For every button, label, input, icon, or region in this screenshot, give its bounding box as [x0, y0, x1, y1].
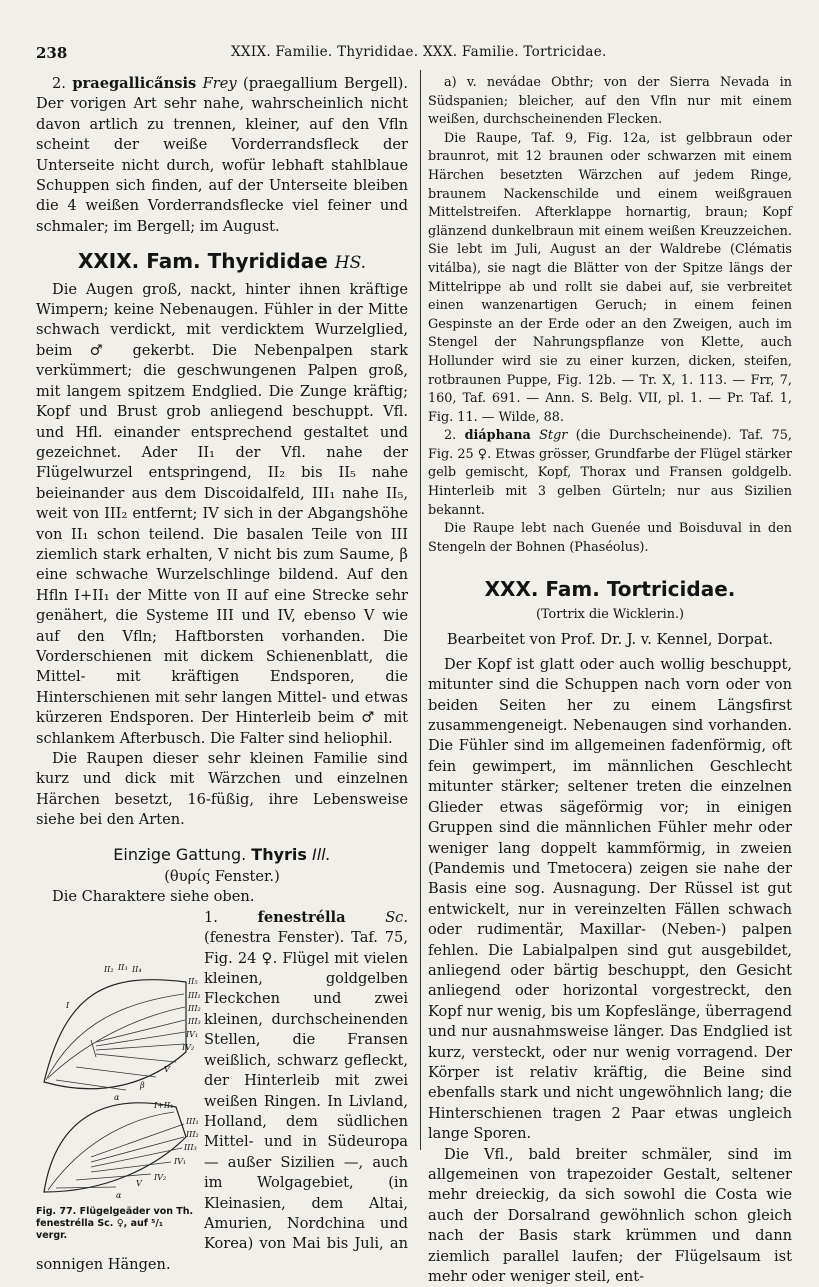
family-heading-thyrididae — [36, 251, 408, 273]
label-fw-II2: II₂ — [104, 964, 114, 974]
species-entry-diaphana — [428, 427, 792, 520]
tortricidae-paragraph-2: Die Vfl., bald breiter schmäler, sind im allgemeinen von trapezoider Gestalt, seltener mehr dreieckig, da sich sowohl die Costa wie auch der Dorsalrand gewöhnlich schon gleich nach der Basis stark krümmen und dann ziemlich parallel laufen; der Flügelsaum ist mehr oder weniger steil, ent- — [428, 1145, 792, 1286]
raupe-paragraph-2: Die Raupe lebt nach Guenée und Boisduval in den Stengeln der Bohnen (Phaséolus). — [428, 521, 792, 555]
genus-prefix: Einzige Gattung. — [113, 844, 247, 864]
family-subtitle: (Tortrix die Wicklerin.) — [535, 606, 685, 622]
page-number: 238 — [36, 44, 68, 62]
genus-etymology: (θυρίς Fenster.) — [164, 868, 280, 886]
raupe-paragraph-1: Die Raupe, Taf. 9, Fig. 12a, ist gelbbraun oder braunrot, mit 12 braunen oder schwarzen mit einem Härchen besetzten Wärzchen auf jedem Ringe, braunem Nackenschilde und einem weißgrauen Mittelstreifen. Afterklappe hornartig, braun; Kopf glänzend dunkelbraun mit einem weißen Kreuzzeichen. Sie lebt im Juli, August an der Waldrebe (Clématis vitálba), sie nagt die Blätter von der Spitze längs der Mittelrippe ab und rollt sie dabei auf, sie verbreitet einen wanzenartigen Geruch; in einem feinen Gespinste an der Erde oder an den Zweigen, auch im Stengel der Nahrungspflanze von Klette, auch Hollunder wird sie zu einer kurzen, dicken, steifen, rotbraunen Puppe, Fig. 12b. — Tr. X, 1. 113. — Frr, 7, 160, Taf. 691. — Ann. S. Belg. VII, pl. 1. — Pr. Taf. 1, Fig. 11. — Wilde, 88. — [428, 130, 792, 425]
species-number: 2. — [52, 75, 66, 92]
species-number: 2. — [444, 428, 457, 444]
label-fw-IV2: IV₂ — [182, 1042, 195, 1052]
label-fw-II3: II₃ — [118, 962, 128, 972]
label-hw-alpha: α — [116, 1190, 122, 1200]
variety-nevadae: a) v. nevádae Obthr; von der Sierra Nevada in Südspanien; bleicher, auf den Vfln nur mit einem weißen, durchscheinenden Flecken. — [428, 75, 792, 128]
genus-name: Thyris — [251, 844, 307, 864]
species-description: (die Durchscheinende). Taf. 75, Fig. 25 ♀. Etwas grösser, Grundfarbe der Flügel stärker gelb gemischt, Kopf, Thorax und Fransen goldgelb. Hinterleib mit 3 gelben Gürteln; nur aus Sizilien bekannt. — [428, 428, 792, 518]
species-name: fenestrélla — [257, 908, 346, 926]
species-author: Frey — [202, 75, 237, 92]
figure-caption: Fig. 77. Flügelgeäder von Th. fenestrélla Sc. ♀, auf ⁵/₁ vergr. — [36, 1205, 194, 1241]
species-author: Sc. — [385, 908, 408, 926]
label-fw-V: V — [164, 1064, 170, 1074]
label-fw-III1: III₁ — [188, 990, 201, 1000]
label-hw-IV1: IV₁ — [174, 1156, 187, 1166]
right-column — [428, 74, 792, 1287]
label-fw-I: I — [66, 1000, 70, 1010]
genus-author: Ill. — [312, 844, 331, 864]
label-hw-IV2: IV₂ — [154, 1172, 167, 1182]
label-fw-III2: III₂ — [188, 1003, 201, 1013]
label-fw-II4: II₄ — [132, 964, 142, 974]
species-author: Stgr — [539, 428, 568, 444]
label-fw-alpha: α — [114, 1092, 120, 1102]
raupen-paragraph: Die Raupen dieser sehr kleinen Familie sind kurz und dick mit Wärzchen und einzelnen Härchen besetzt, 16-füßig, ihre Lebensweise siehe bei den Arten. — [36, 750, 408, 829]
family-heading-tortricidae: XXX. Fam. Tortricidae. — [484, 577, 736, 602]
wing-venation-figure — [36, 912, 201, 1242]
label-fw-IV1: IV₁ — [186, 1029, 199, 1039]
label-hw-I-II1: I+II₁ — [154, 1100, 174, 1110]
species-description: (fenestra Fenster). Taf. 75, Fig. 24 ♀. Flügel mit vielen kleinen, goldgelben Fleckchen und zwei kleinen, durchscheinenden Stellen, die Fransen weißlich, schwarz gefleckt, der Hinterleib mit zwei weißen Ringen. In Livland, Holland, dem südlichen Mittel- und in Südeuropa — außer Sizilien —, auch im Wolgagebiet, (in Kleinasien, dem Altai, Amurien, Nordchina und Korea) von Mai bis Juli, an sonnigen Hängen. — [36, 929, 408, 1273]
species-name: praegallica̋nsis — [72, 75, 197, 92]
label-hw-V: V — [136, 1178, 142, 1188]
wing-venation-drawing — [36, 912, 201, 1207]
species-number: 1. — [204, 908, 218, 926]
genus-characters: Die Charaktere siehe oben. — [52, 888, 255, 906]
label-hw-III1: III₁ — [186, 1116, 199, 1126]
label-hw-III3: III₃ — [184, 1142, 197, 1152]
tortricidae-paragraph-1: Der Kopf ist glatt oder auch wollig beschuppt, mitunter sind die Schuppen nach vorn oder von beiden Seiten her zu einem Längsfirst zusammengeneigt. Nebenaugen sind vorhanden. Die Fühler sind im allgemeinen fadenförmig, oft fein gewimpert, im männlichen Geschlecht mitunter stärker; seltener treten die einzelnen Glieder etwas sägeförmig vor; in einigen Gruppen sind die männlichen Fühler mehr oder weniger lang doppelt kammförmig, in zweien (Pandemis und Tmetocera) zeigen sie nahe der Basis eine sog. Ausnagung. Der Rüssel ist gut entwickelt, nur in vereinzelten Fällen schwach oder rudimentär, Maxillar- (Neben-) palpen fehlen. Die Labialpalpen sind gut ausgebildet, anliegend oder bärtig beschuppt, den Gesicht anliegend oder horizontal vorgestreckt, den Kopf nur wenig, bis um Kopfeslänge, überragend und nur ausnahmsweise länger. Das Endglied ist kurz, versteckt, oder nur wenig vorragend. Der Körper ist relativ kräftig, die Beine sind ebenfalls stark und nicht ungewöhnlich lang; die Hinterschienen tragen 2 Paar etwas ungleich lange Sporen. — [428, 655, 792, 1143]
family-title: XXIX. Fam. Thyrididae — [77, 249, 328, 274]
species-name: diáphana — [464, 428, 531, 444]
column-divider — [420, 70, 421, 1150]
running-header — [36, 42, 789, 66]
genus-heading — [36, 845, 408, 865]
species-description: (praegallium Bergell). Der vorigen Art sehr nahe, wahrscheinlich nicht davon artlich zu trennen, kleiner, auf den Vfln scheint der weiße Vorderrandsfleck der Unterseite nicht durch, wofür lebhaft stahlblaue Schuppen sich finden, auf der Unterseite bleiben die 4 weißen Vorderrandsflecke viel feiner und schmaler; im Bergell; im August. — [36, 75, 409, 235]
running-head-title: XXIX. Familie. Thyrididae. XXX. Familie. Tortricidae. — [231, 44, 607, 60]
species-entry-praegallica — [36, 74, 408, 237]
family-author: HS. — [334, 253, 367, 274]
label-fw-III3: III₃ — [188, 1016, 201, 1026]
author-credit: Bearbeitet von Prof. Dr. J. v. Kennel, Dorpat. — [446, 631, 774, 649]
left-column — [36, 74, 408, 1275]
label-hw-III2: III₂ — [186, 1129, 199, 1139]
label-fw-beta: β — [140, 1080, 145, 1090]
label-fw-II5: II₅ — [188, 976, 198, 986]
family-description: Die Augen groß, nackt, hinter ihnen kräftige Wimpern; keine Nebenaugen. Fühler in der Mitte schwach verdickt, mit verdicktem Wurzelglied, beim ♂ gekerbt. Die Nebenpalpen stark verkümmert; die geschwungenen Palpen groß, mit langem spitzem Endglied. Die Zunge kräftig; Kopf und Brust grob anliegend beschuppt. Vfl. und Hfl. einander entsprechend gestaltet und gezeichnet. Ader II₁ der Vfl. nahe der Flügelwurzel entspringend, II₂ bis II₅ nahe beieinander aus dem Discoidalfeld, III₁ nahe II₅, weit von III₂ entfernt; IV sich in der Abgangshöhe von II₁ schon teilend. Die basalen Teile von III ziemlich stark erhalten, V nicht bis zum Saume, β eine schwache Wurzelschlinge bildend. Auf den Hfln I+II₁ der Mitte von II auf eine Strecke sehr genähert, die Systeme III und IV, ebenso V wie auf den Vfln; Haftborsten vorhanden. Die Vorderschienen mit dickem Schienenblatt, die Mittel- mit kräftigen Endsporen, die Hinterschienen mit sehr langen Mittel- und etwas kürzeren Endsporen. Der Hinterleib beim ♂ mit schlankem Afterbusch. Die Falter sind heliophil. — [36, 280, 408, 747]
